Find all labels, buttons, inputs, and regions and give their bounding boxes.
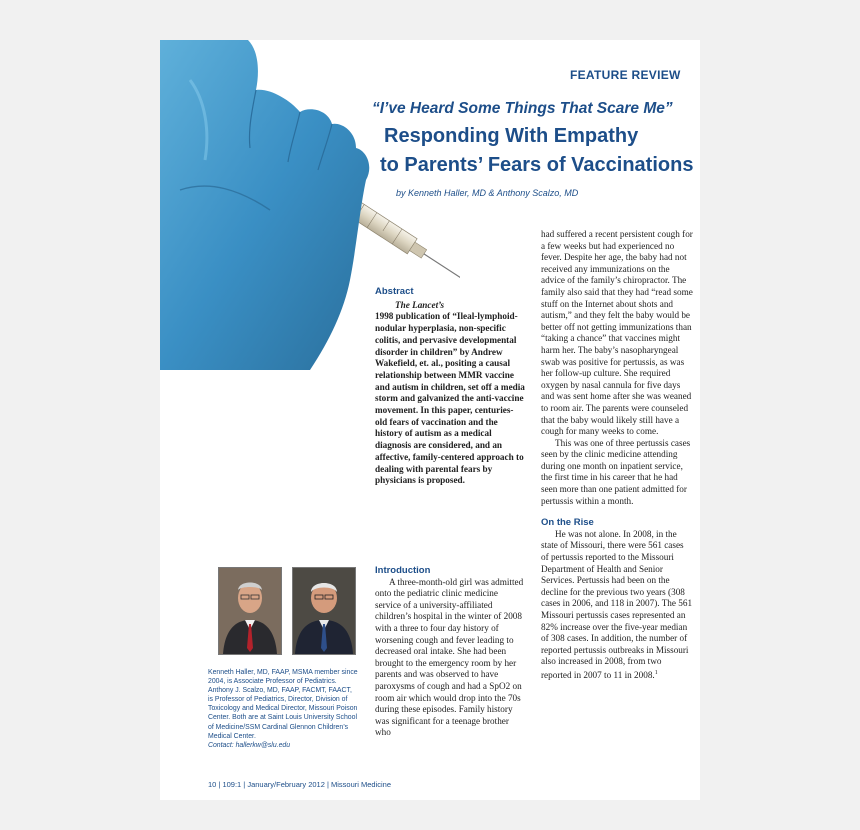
abstract-journal: The Lancet’s bbox=[395, 299, 445, 310]
right-paragraph-3-text: He was not alone. In 2008, in the state of Missouri, there were 561 cases of pertussis reported to the Missouri Department of Health and Senior Services. Pertussis had been on the decline for the previous two years (308 cases in 2006, and 118 in 2007). The 561 Missouri pertussis cases represented an 82% increase over the five-year median of 308 cases. In addition, the number of reported pertussis outbreaks in Missouri also increased in 2008, from two reported in 2007 to 11 in 2008. bbox=[541, 528, 693, 681]
author-caption bbox=[208, 668, 358, 750]
abstract-section bbox=[375, 286, 525, 487]
author-photo-scalzo bbox=[292, 567, 356, 655]
author-caption-text: Kenneth Haller, MD, FAAP, MSMA member since 2004, is Associate Professor of Pediatrics. Anthony J. Scalzo, MD, FAAP, FACMT, FAACT, is Professor of Pediatrics, Director, Division of Toxicology and Medical Director, Missouri Poison Center. Both are at Saint Louis University School of Medicine/SSM Cardinal Glennon Children’s Medical Center. bbox=[208, 669, 358, 740]
introduction-heading: Introduction bbox=[375, 565, 431, 576]
on-the-rise-heading: On the Rise bbox=[541, 517, 594, 529]
section-label: FEATURE REVIEW bbox=[570, 68, 681, 82]
page-footer: 10 | 109:1 | January/February 2012 | Missouri Medicine bbox=[208, 780, 392, 789]
article-page bbox=[160, 40, 700, 800]
author-photos bbox=[218, 567, 358, 657]
right-paragraph-1: had suffered a recent persistent cough for a few weeks but had experienced no fever. Despite her age, the baby had not received any immunizations on the advice of the family’s chiropractor. The family also said that they had “read some stuff on the Internet about shots and autism,” and they felt the baby would be better off not getting immunizations than “taking a chance” that vaccines might harm her. The baby’s nasopharyngeal swab was positive for pertussis, as was her follow-up culture. She required oxygen by nasal cannula for five days and was sent home after she was weaned to room air. The parents were counseled that the baby would likely still have a cough for many weeks to come. bbox=[541, 229, 693, 437]
author-photo-haller bbox=[218, 567, 282, 655]
title-line-2: to Parents’ Fears of Vaccinations bbox=[380, 154, 694, 176]
introduction-section bbox=[375, 565, 525, 739]
right-column bbox=[541, 229, 693, 682]
abstract-heading: Abstract bbox=[375, 286, 414, 297]
introduction-body: A three-month-old girl was admitted onto the pediatric clinic medicine service of a university-affiliated children’s hospital in the winter of 2008 with a three to four day history of worsening cough and fever leading to decreased oral intake. She had been brought to the emergency room by her parents and was observed to have paroxysms of cough and had a SpO2 on room air which would drop into the 70s during these episodes. Family history was significant for a teenage brother who bbox=[375, 576, 524, 738]
article-title bbox=[380, 122, 700, 180]
byline: by Kenneth Haller, MD & Anthony Scalzo, MD bbox=[396, 188, 579, 198]
right-paragraph-3 bbox=[541, 529, 693, 682]
title-line-1: Responding With Empathy bbox=[384, 125, 639, 147]
article-kicker: “I’ve Heard Some Things That Scare Me” bbox=[372, 100, 673, 117]
footnote-mark: 1 bbox=[654, 669, 658, 676]
right-paragraph-2: This was one of three pertussis cases seen by the clinic medicine attending during one month on inpatient service, the first time in his career that he had seen more than one patient admitted for pertussis within a month. bbox=[541, 437, 691, 506]
abstract-body: 1998 publication of “Ileal-lymphoid-nodular hyperplasia, non-specific colitis, and pervasive developmental disorder in children” by Andrew Wakefield, et. al., positing a causal relationship between MMR vaccine and autism in children, set off a media storm and galvanized the anti-vaccine movement. In this paper, centuries-old fears of vaccination and the history of autism as a medical diagnosis are considered, and an affective, family-centered approach to dealing with parental fears by physicians is proposed. bbox=[375, 311, 525, 486]
author-contact: Contact: hallerkw@slu.edu bbox=[208, 741, 291, 749]
